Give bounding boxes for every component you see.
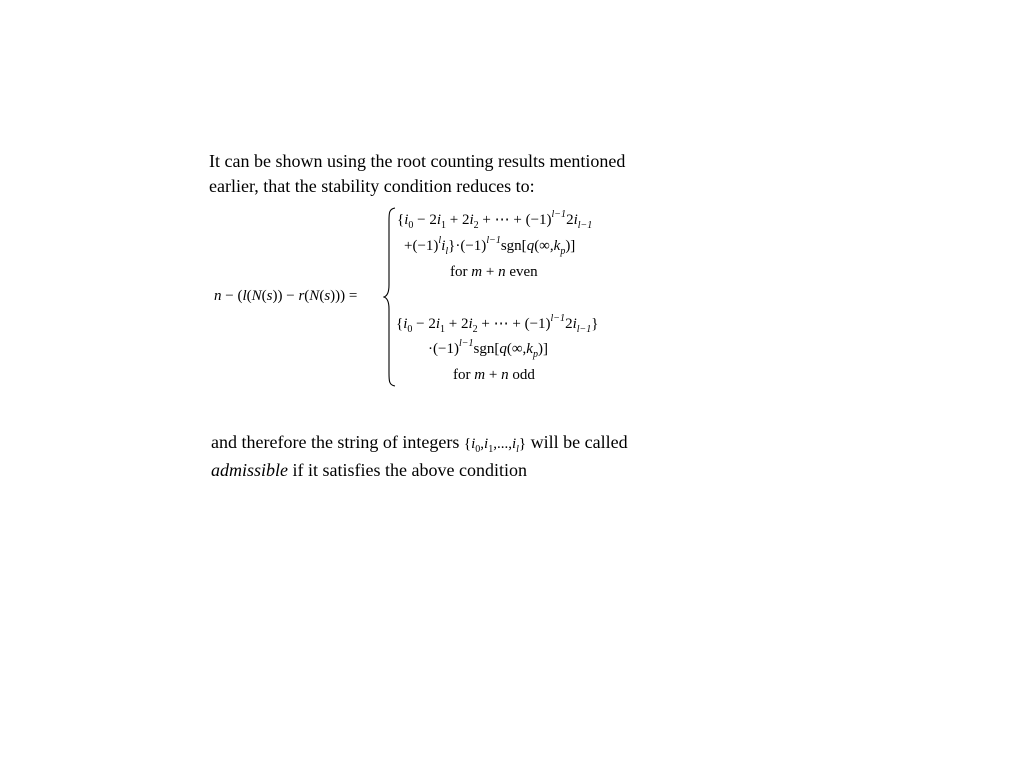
superscript: l−1	[550, 313, 566, 324]
comma: ,	[480, 436, 485, 452]
even-case-line-1	[397, 210, 592, 229]
set-ellipsis: ,...,	[493, 436, 512, 452]
subscript: 2	[473, 220, 479, 231]
var-i: i	[468, 316, 473, 332]
term: +(−1)	[404, 238, 439, 254]
lhs-open4: (	[319, 288, 325, 304]
var-i: i	[435, 316, 441, 332]
intro-line-1: It can be shown using the root counting results mentioned	[209, 151, 626, 171]
intro-line-2: earlier, that the stability condition reduces to:	[209, 176, 535, 196]
term: }·(−1)	[448, 238, 487, 254]
subscript: 0	[407, 324, 413, 335]
intro-paragraph	[209, 149, 625, 199]
lhs-s1: s	[266, 288, 273, 304]
operator: +	[482, 264, 499, 280]
subscript: 1	[440, 324, 446, 335]
coefficient: 2	[566, 212, 574, 228]
lhs-open1: (	[246, 288, 252, 304]
subscript: p	[532, 349, 538, 360]
subscript: l−1	[576, 324, 592, 335]
ellipsis-term: + ⋯ + (−1)	[478, 212, 552, 228]
outro-text-b: will be called	[526, 432, 628, 452]
var-k: k	[526, 341, 533, 357]
lhs-open3: (	[304, 288, 310, 304]
var-i: i	[469, 212, 474, 228]
superscript: l−1	[458, 338, 474, 349]
term: ·(−1)	[428, 341, 459, 357]
cond-word: even	[505, 264, 538, 280]
term: (∞,	[534, 238, 554, 254]
odd-case-line-2	[428, 338, 548, 360]
var-n: n	[498, 264, 506, 280]
superscript: l−1	[486, 235, 501, 246]
operator: − 2	[413, 212, 437, 228]
superscript: l−1	[551, 209, 567, 220]
cond-word: odd	[508, 367, 535, 383]
admissible-term: admissible	[211, 460, 289, 480]
var-i: i	[572, 316, 577, 332]
lhs-r: r	[298, 288, 305, 304]
var-k: k	[553, 238, 561, 254]
var-i: i	[573, 212, 578, 228]
subscript: l−1	[577, 220, 593, 231]
lhs-N2: N	[309, 288, 320, 304]
outro-line-1	[211, 430, 628, 458]
lhs-n: n	[214, 288, 222, 304]
var-i: i	[403, 316, 408, 332]
var-m: m	[471, 264, 483, 280]
term: )]	[565, 238, 576, 254]
set-close: }	[518, 436, 527, 452]
odd-case-line-1	[396, 314, 598, 333]
var-n: n	[501, 367, 509, 383]
outro-text-c: if it satisfies the above condition	[288, 460, 527, 480]
var-i: i	[404, 212, 409, 228]
subscript: 0	[475, 444, 481, 455]
brace-close: }	[591, 316, 599, 332]
equation-lhs	[214, 288, 357, 305]
integer-set	[463, 436, 527, 455]
operator: + 2	[445, 316, 469, 332]
lhs-l: l	[242, 288, 247, 304]
lhs-s2: s	[324, 288, 331, 304]
odd-case-condition	[453, 367, 535, 384]
brace-open: {	[396, 316, 404, 332]
cond-for: for	[453, 367, 475, 383]
term: (∞,	[506, 341, 527, 357]
var-q: q	[526, 238, 535, 254]
var-m: m	[474, 367, 486, 383]
operator: + 2	[446, 212, 470, 228]
outro-text-a: and therefore the string of integers	[211, 432, 464, 452]
lhs-open2: (	[261, 288, 267, 304]
subscript: 2	[472, 324, 478, 335]
outro-line-2	[211, 458, 628, 483]
sgn-function: sgn[	[500, 238, 527, 254]
ellipsis-term: + ⋯ + (−1)	[477, 316, 551, 332]
coefficient: 2	[565, 316, 573, 332]
subscript: 0	[408, 220, 414, 231]
var-i: i	[511, 436, 517, 452]
var-i: i	[441, 238, 446, 254]
left-brace	[383, 207, 397, 387]
subscript: p	[560, 246, 566, 257]
superscript: l	[438, 235, 442, 246]
lhs-N1: N	[251, 288, 262, 304]
subscript: 1	[488, 444, 494, 455]
operator: +	[485, 367, 502, 383]
subscript: l	[516, 444, 519, 455]
set-open: {	[463, 436, 472, 452]
even-case-condition	[450, 264, 538, 281]
subscript: 1	[441, 220, 447, 231]
var-q: q	[499, 341, 507, 357]
operator: − 2	[412, 316, 436, 332]
sgn-function: sgn[	[473, 341, 500, 357]
even-case-line-2	[404, 235, 576, 257]
lhs-close2: ))) =	[330, 288, 358, 304]
var-i: i	[484, 436, 489, 452]
brace-open: {	[397, 212, 405, 228]
var-i: i	[436, 212, 442, 228]
lhs-close1: )) −	[272, 288, 299, 304]
subscript: l	[445, 246, 449, 257]
lhs-minus: − (	[221, 288, 243, 304]
outro-paragraph	[211, 430, 628, 483]
var-i: i	[471, 436, 476, 452]
cond-for: for	[450, 264, 472, 280]
term: )]	[537, 341, 548, 357]
